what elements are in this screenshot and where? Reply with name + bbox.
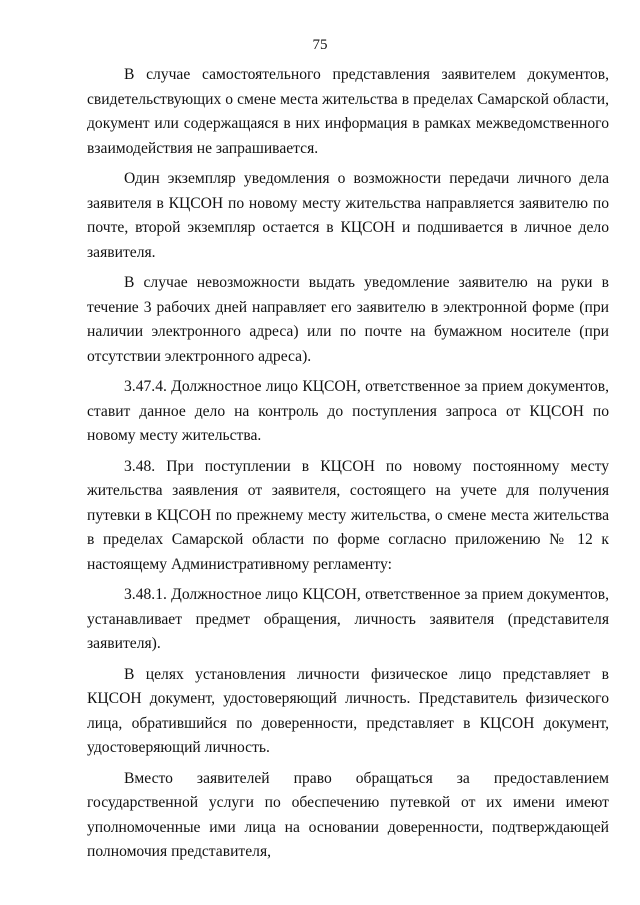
paragraph-2: Один экземпляр уведомления о возможности передачи личного дела заявителя в КЦСОН по новому месту жительства направляется заявителю по почте, второй экземпляр остается в КЦСОН и подшивается в личное дело заявителя.	[87, 170, 609, 261]
paragraph-4: 3.47.4. Должностное лицо КЦСОН, ответственное за прием документов, ставит данное дело на контроль до поступления запроса от КЦСОН по новому месту жительства.	[87, 378, 609, 444]
body-text	[87, 63, 609, 871]
paragraph-8: Вместо заявителей право обращаться за предоставлением государственной услуги по обеспечению путевкой от их имени имеют уполномоченные ими лица на основании доверенности, подтверждающей полномочия представителя,	[87, 769, 609, 860]
paragraph-1: В случае самостоятельного представления заявителем документов, свидетельствующих о смене места жительства в пределах Самарской области, документ или содержащаяся в них информация в рамках межведомственного взаимодействия не запрашивается.	[87, 66, 609, 157]
paragraph-5: 3.48. При поступлении в КЦСОН по новому постоянному месту жительства заявления от заявителя, состоящего на учете для получения путевки в КЦСОН по прежнему месту жительства, о смене места жительства в пределах Самарской области по форме согласно приложению № 12 к настоящему Административному регламенту:	[87, 457, 609, 573]
page-number: 75	[312, 37, 328, 53]
paragraph-3: В случае невозможности выдать уведомление заявителю на руки в течение 3 рабочих дней направляет его заявителю в электронной форме (при наличии электронного адреса) или по почте на бумажном носителе (при отсутствии электронного адреса).	[87, 274, 609, 365]
paragraph-6: 3.48.1. Должностное лицо КЦСОН, ответственное за прием документов, устанавливает предмет обращения, личность заявителя (представителя заявителя).	[87, 586, 609, 652]
paragraph-7: В целях установления личности физическое лицо представляет в КЦСОН документ, удостоверяющий личность. Представитель физического лица, обратившийся по доверенности, представляет в КЦСОН документ, удостоверяющий личность.	[87, 665, 609, 756]
